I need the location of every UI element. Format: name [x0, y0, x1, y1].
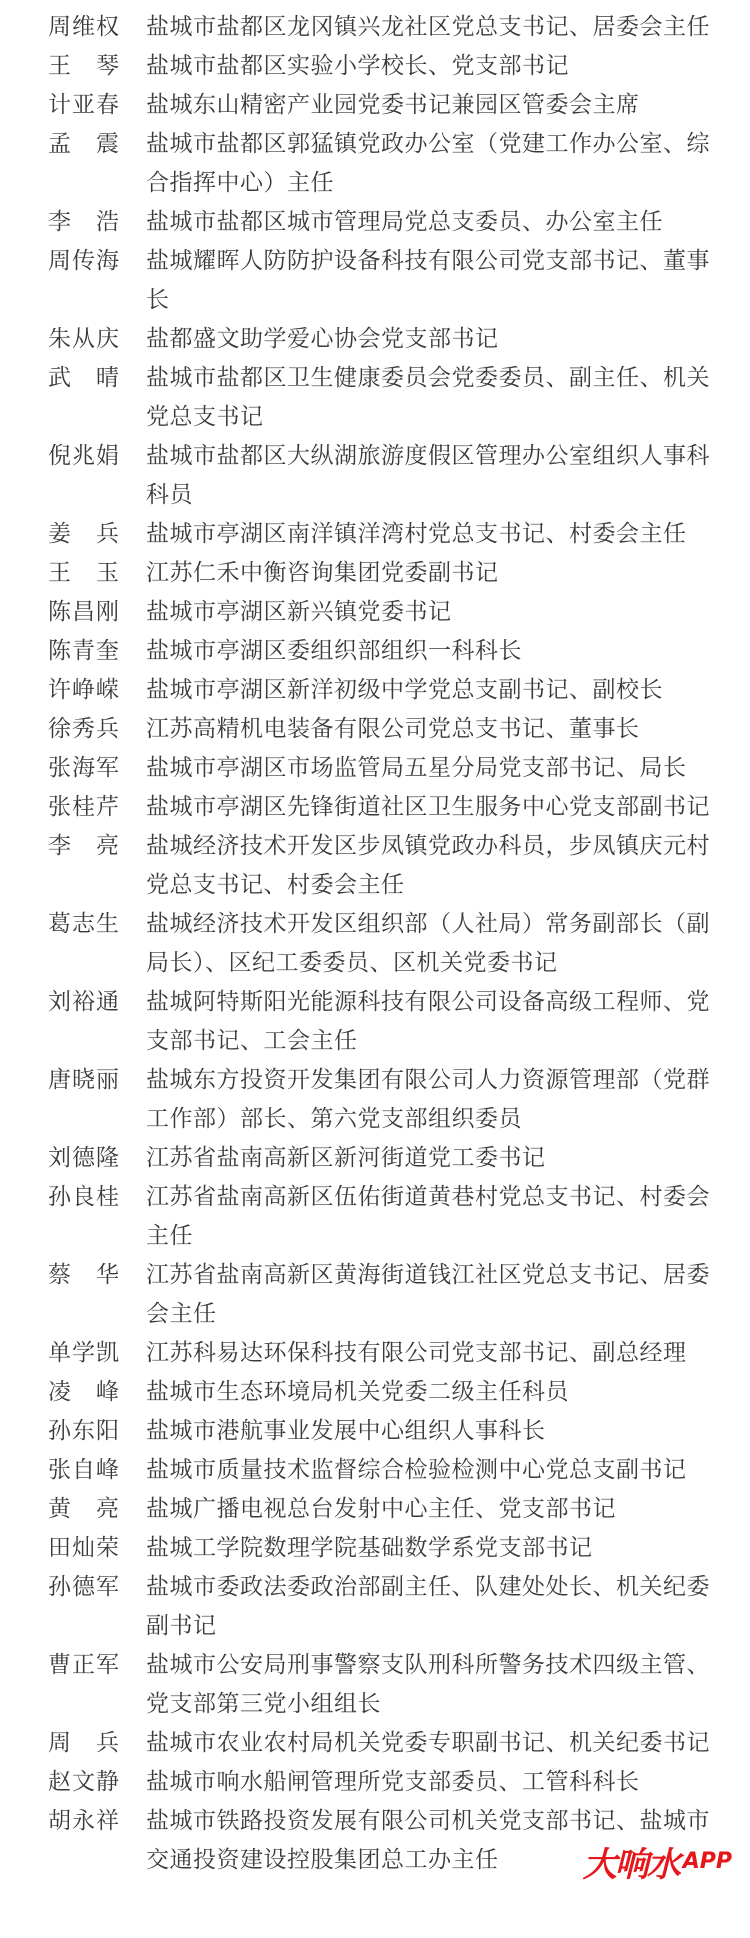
member-role: 盐城市亭湖区先锋街道社区卫生服务中心党支部副书记 — [146, 794, 710, 820]
list-item — [0, 632, 750, 671]
member-name: 张自峰 — [48, 1457, 120, 1483]
member-role: 盐城市盐都区卫生健康委员会党委委员、副主任、机关党总支书记 — [146, 365, 710, 430]
member-role: 盐城市亭湖区市场监管局五星分局党支部书记、局长 — [146, 755, 687, 781]
list-item — [0, 593, 750, 632]
member-role: 江苏省盐南高新区黄海街道钱江社区党总支书记、居委会主任 — [146, 1262, 710, 1327]
member-name: 武 晴 — [48, 365, 120, 391]
member-role: 盐城市亭湖区新兴镇党委书记 — [146, 599, 452, 625]
member-name: 黄 亮 — [48, 1496, 120, 1522]
watermark-logo-text: 大响水 — [582, 1845, 679, 1885]
list-item — [0, 86, 750, 125]
member-name: 周传海 — [48, 248, 120, 274]
member-name: 倪兆娟 — [48, 443, 120, 469]
list-item — [0, 47, 750, 86]
member-role: 江苏省盐南高新区伍佑街道黄巷村党总支书记、村委会主任 — [146, 1184, 710, 1249]
list-item — [0, 1763, 750, 1802]
member-role: 江苏省盐南高新区新河街道党工委书记 — [146, 1145, 546, 1171]
member-name: 刘德隆 — [48, 1145, 120, 1171]
member-role: 盐城市港航事业发展中心组织人事科长 — [146, 1418, 546, 1444]
member-role: 盐城耀晖人防防护设备科技有限公司党支部书记、董事长 — [146, 248, 710, 313]
list-item — [0, 710, 750, 749]
member-name: 计亚春 — [48, 92, 120, 118]
member-role: 盐城阿特斯阳光能源科技有限公司设备高级工程师、党支部书记、工会主任 — [146, 989, 710, 1054]
list-item — [0, 983, 750, 1061]
member-role: 盐城市生态环境局机关党委二级主任科员 — [146, 1379, 569, 1405]
list-item — [0, 1178, 750, 1256]
list-item — [0, 1724, 750, 1763]
list-item — [0, 1529, 750, 1568]
member-name: 蔡 华 — [48, 1262, 120, 1288]
list-item — [0, 749, 750, 788]
list-item — [0, 1334, 750, 1373]
member-role: 盐城市响水船闸管理所党支部委员、工管科科长 — [146, 1769, 640, 1795]
member-name: 许峥嵘 — [48, 677, 120, 703]
list-item — [0, 1061, 750, 1139]
list-item — [0, 8, 750, 47]
member-name: 孟 震 — [48, 131, 120, 157]
list-item — [0, 788, 750, 827]
member-role: 盐城市质量技术监督综合检验检测中心党总支副书记 — [146, 1457, 687, 1483]
member-role: 盐城市盐都区实验小学校长、党支部书记 — [146, 53, 569, 79]
list-item — [0, 554, 750, 593]
list-item — [0, 671, 750, 710]
list-item — [0, 1451, 750, 1490]
list-item — [0, 203, 750, 242]
member-name: 孙良桂 — [48, 1184, 120, 1210]
watermark-app-text: APP — [682, 1849, 732, 1874]
member-name: 徐秀兵 — [48, 716, 120, 742]
member-role: 盐城市盐都区郭猛镇党政办公室（党建工作办公室、综合指挥中心）主任 — [146, 131, 710, 196]
list-item — [0, 125, 750, 203]
list-item — [0, 515, 750, 554]
member-role: 盐城市公安局刑事警察支队刑科所警务技术四级主管、党支部第三党小组组长 — [146, 1652, 710, 1717]
member-name: 单学凯 — [48, 1340, 120, 1366]
member-role: 盐城市盐都区城市管理局党总支委员、办公室主任 — [146, 209, 663, 235]
member-name: 张桂芹 — [48, 794, 120, 820]
member-name: 唐晓丽 — [48, 1067, 120, 1093]
member-role: 盐城市盐都区龙冈镇兴龙社区党总支书记、居委会主任 — [146, 14, 710, 40]
member-name: 凌 峰 — [48, 1379, 120, 1405]
list-item — [0, 1139, 750, 1178]
member-role: 盐城东山精密产业园党委书记兼园区管委会主席 — [146, 92, 640, 118]
member-name: 曹正军 — [48, 1652, 120, 1678]
member-name: 朱从庆 — [48, 326, 120, 352]
member-name: 赵文静 — [48, 1769, 120, 1795]
member-name: 陈昌刚 — [48, 599, 120, 625]
member-role: 盐都盛文助学爱心协会党支部书记 — [146, 326, 499, 352]
list-item — [0, 1256, 750, 1334]
member-role: 盐城市盐都区大纵湖旅游度假区管理办公室组织人事科科员 — [146, 443, 710, 508]
list-item — [0, 437, 750, 515]
member-list — [0, 8, 750, 1880]
member-role: 江苏仁禾中衡咨询集团党委副书记 — [146, 560, 499, 586]
member-role: 盐城市铁路投资发展有限公司机关党支部书记、盐城市交通投资建设控股集团总工办主任 — [146, 1808, 710, 1873]
member-role: 盐城市委政法委政治部副主任、队建处处长、机关纪委副书记 — [146, 1574, 710, 1639]
member-name: 李 亮 — [48, 833, 120, 859]
list-item — [0, 1646, 750, 1724]
member-name: 周维权 — [48, 14, 120, 40]
member-name: 周 兵 — [48, 1730, 120, 1756]
member-role: 盐城经济技术开发区步凤镇党政办科员，步凤镇庆元村党总支书记、村委会主任 — [146, 833, 710, 898]
member-role: 盐城市亭湖区南洋镇洋湾村党总支书记、村委会主任 — [146, 521, 687, 547]
member-name: 刘裕通 — [48, 989, 120, 1015]
member-name: 王 玉 — [48, 560, 120, 586]
list-item — [0, 1568, 750, 1646]
member-role: 盐城经济技术开发区组织部（人社局）常务副部长（副局长）、区纪工委委员、区机关党委书记 — [146, 911, 710, 976]
list-item — [0, 1412, 750, 1451]
member-name: 孙东阳 — [48, 1418, 120, 1444]
app-watermark-logo — [583, 1837, 732, 1886]
list-item — [0, 242, 750, 320]
member-role: 盐城市亭湖区新洋初级中学党总支副书记、副校长 — [146, 677, 663, 703]
member-role: 盐城市亭湖区委组织部组织一科科长 — [146, 638, 522, 664]
list-item — [0, 359, 750, 437]
member-role: 盐城东方投资开发集团有限公司人力资源管理部（党群工作部）部长、第六党支部组织委员 — [146, 1067, 710, 1132]
list-item — [0, 320, 750, 359]
member-name: 葛志生 — [48, 911, 120, 937]
member-name: 张海军 — [48, 755, 120, 781]
list-item — [0, 827, 750, 905]
member-role: 盐城市农业农村局机关党委专职副书记、机关纪委书记 — [146, 1730, 710, 1756]
member-name: 孙德军 — [48, 1574, 120, 1600]
member-role: 盐城工学院数理学院基础数学系党支部书记 — [146, 1535, 593, 1561]
member-role: 江苏高精机电装备有限公司党总支书记、董事长 — [146, 716, 640, 742]
member-role: 江苏科易达环保科技有限公司党支部书记、副总经理 — [146, 1340, 687, 1366]
list-item — [0, 1490, 750, 1529]
member-name: 姜 兵 — [48, 521, 120, 547]
list-item — [0, 905, 750, 983]
member-name: 王 琴 — [48, 53, 120, 79]
member-name: 胡永祥 — [48, 1808, 120, 1834]
member-role: 盐城广播电视总台发射中心主任、党支部书记 — [146, 1496, 616, 1522]
member-name: 李 浩 — [48, 209, 120, 235]
member-name: 陈青奎 — [48, 638, 120, 664]
member-name: 田灿荣 — [48, 1535, 120, 1561]
list-item — [0, 1373, 750, 1412]
